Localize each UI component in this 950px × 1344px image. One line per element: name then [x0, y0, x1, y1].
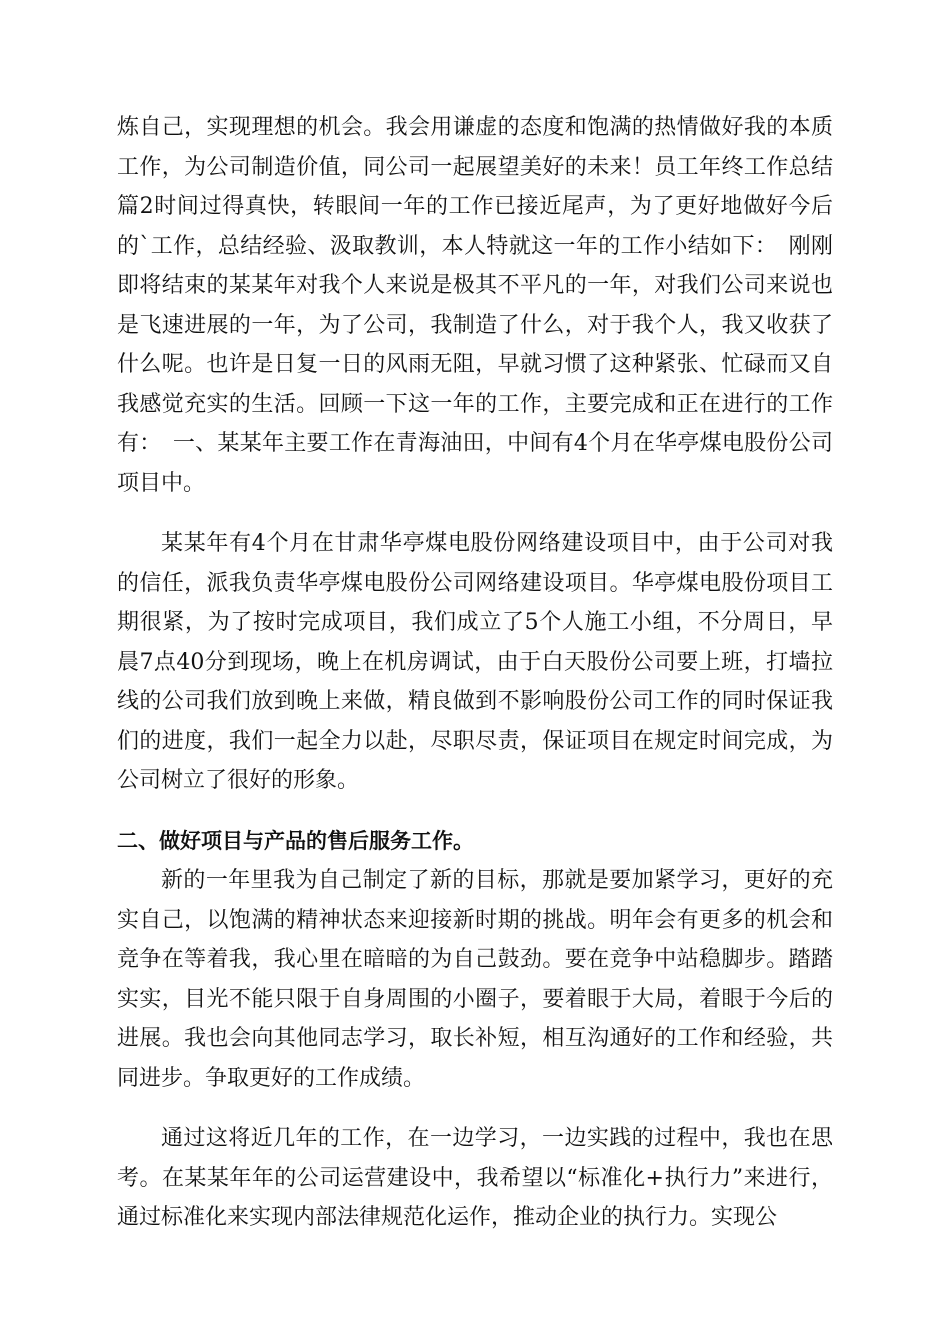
paragraph-2: 某某年有4个月在甘肃华亭煤电股份网络建设项目中，由于公司对我的信任，派我负责华亭煤电股份公司网络建设项目。华亭煤电股份项目工期很紧，为了按时完成项目，我们成立了5个人施工小组，不分周日，早晨7点40分到现场，晚上在机房调试，由于白天股份公司要上班，打墙拉线的公司我们放到晚上来做，精良做到不影响股份公司工作的同时保证我们的进度，我们一起全力以赴，尽职尽责，保证项目在规定时间完成，为公司树立了很好的形象。 — [117, 531, 833, 793]
document-body — [117, 108, 833, 1238]
paragraph-4: 通过这将近几年的工作，在一边学习，一边实践的过程中，我也在思考。在某某年年的公司运营建设中，我希望以“标准化+执行力”来进行，通过标准化来实现内部法律规范化运作，推动企业的执行力。实现公 — [117, 1126, 833, 1230]
section-heading: 二、做好项目与产品的售后服务工作。 — [117, 828, 474, 853]
paragraph-3: 新的一年里我为自己制定了新的目标，那就是要加紧学习，更好的充实自己，以饱满的精神状态来迎接新时期的挑战。明年会有更多的机会和竞争在等着我，我心里在暗暗的为自己鼓劲。要在竞争中站稳脚步。踏踏实实，目光不能只限于自身周围的小圈子，要着眼于大局，着眼于今后的进展。我也会向其他同志学习，取长补短，相互沟通好的工作和经验，共同进步。争取更好的工作成绩。 — [117, 868, 833, 1091]
paragraph-1: 炼自己，实现理想的机会。我会用谦虚的态度和饱满的热情做好我的本质工作，为公司制造价值，同公司一起展望美好的未来！员工年终工作总结篇2时间过得真快，转眼间一年的工作已接近尾声，为了更好地做好今后的`工作，总结经验、汲取教训，本人特就这一年的工作小结如下： 刚刚即将结束的某某年对我个人来说是极其不平凡的一年，对我们公司来说也是飞速进展的一年，为了公司，我制造了什么，对于我个人，我又收获了什么呢。也许是日复一日的风雨无阻，早就习惯了这种紧张、忙碌而又自我感觉充实的生活。回顾一下这一年的工作，主要完成和正在进行的工作有： 一、某某年主要工作在青海油田，中间有4个月在华亭煤电股份公司项目中。 — [117, 115, 833, 496]
